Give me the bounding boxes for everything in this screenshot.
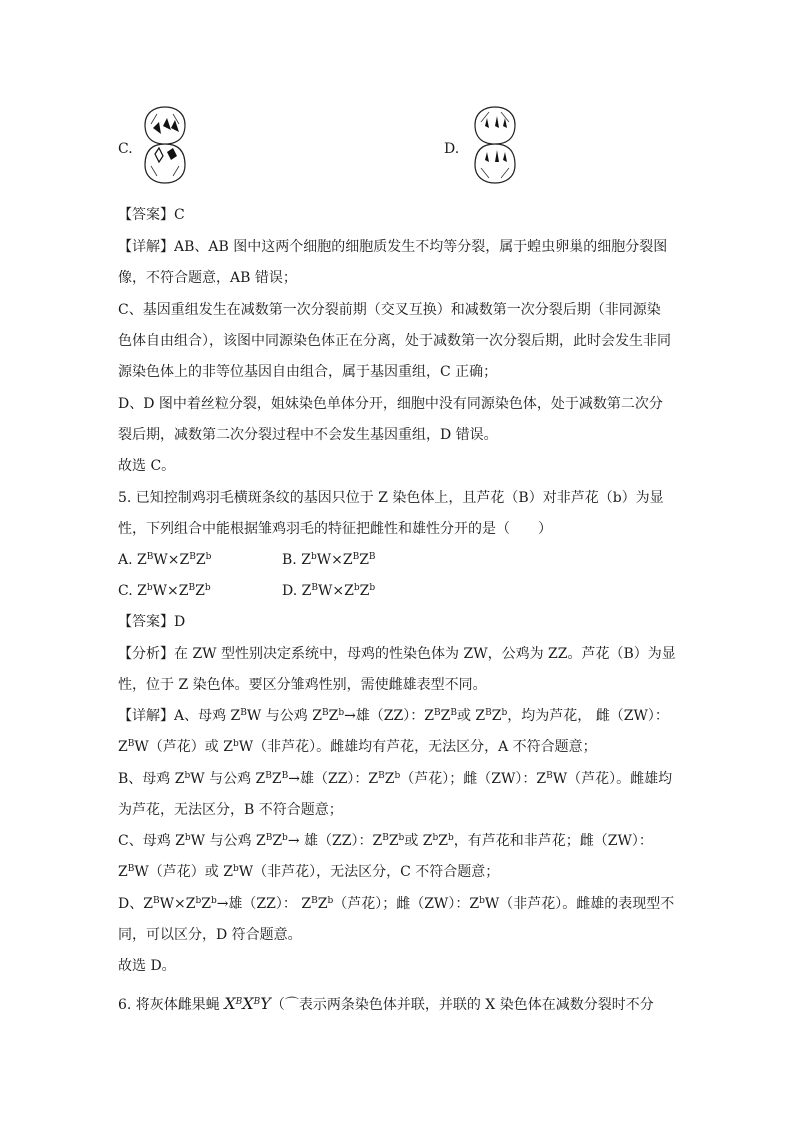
analysis-line2: 性，位于 Z 染色体。要区分雏鸡性别，需使雌雄表型不同。 <box>118 677 487 693</box>
detail-ab-line1: 【详解】AB、AB 图中这两个细胞的细胞质发生不均等分裂，属于蝗虫卵巢的细胞分裂图 <box>118 239 668 255</box>
option-a: A. $Z^BW\times Z^BZ^b$ <box>118 552 212 568</box>
detail-d-line2: 裂后期，减数第二次分裂过程中不会发生基因重组，D 错误。 <box>118 427 498 443</box>
detail-c-line2: 色体自由组合），该图中同源染色体正在分离，处于减数第一次分裂后期，此时会发生非同 <box>118 333 671 349</box>
detail-ab-line2: 像，不符合题意，AB 错误； <box>118 270 297 286</box>
figure-c-cell-diagram <box>141 104 189 186</box>
detail-a-line2: $Z^BW$（芦花）或 $Z^bW$（非芦花）。雌雄均有芦花，无法区分，A 不符合题意； <box>118 739 597 755</box>
answer-c: 【答案】C <box>118 207 185 223</box>
figure-d-cell-diagram <box>471 104 519 186</box>
figure-d-label: D. <box>444 141 460 157</box>
option-d: D. $Z^BW\times Z^bZ^b$ <box>282 583 376 599</box>
conclusion-c: 故选 C。 <box>118 458 176 474</box>
conclusion-d: 故选 D。 <box>118 958 176 974</box>
question-5-line1: 5. 已知控制鸡羽毛横斑条纹的基因只位于 Z 染色体上，且芦花（B）对非芦花（b）为显 <box>118 490 664 506</box>
detail-a-line1: 【详解】A、母鸡 $Z^BW$ 与公鸡 $Z^BZ^b\to$雄（ZZ）：$Z^BZ^B$或 $Z^BZ^b$，均为芦花， 雌（ZW）： <box>118 708 669 724</box>
detail-c-line1: C、基因重组发生在减数第一次分裂前期（交叉互换）和减数第一次分裂后期（非同源染 <box>118 302 661 318</box>
detail-d-line1: D、D 图中着丝粒分裂，姐妹染色单体分开，细胞中没有同源染色体，处于减数第二次分 <box>118 396 663 412</box>
question-5-line2: 性，下列组合中能根据雏鸡羽毛的特征把雌性和雄性分开的是（ ） <box>118 521 552 537</box>
detail-c-line3: 源染色体上的非等位基因自由组合，属于基因重组，C 正确； <box>118 364 498 380</box>
figure-c-label: C. <box>118 141 133 157</box>
detail-c2-line2: $Z^BW$（芦花）或 $Z^bW$（非芦花），无法区分，C 不符合题意； <box>118 864 500 880</box>
answer-d: 【答案】D <box>118 614 186 630</box>
detail-d2-line2: 同，可以区分，D 符合题意。 <box>118 927 302 943</box>
detail-b-line2: 为芦花，无法区分，B 不符合题意； <box>118 802 343 818</box>
detail-c2-line1: C、母鸡 $Z^bW$ 与公鸡 $Z^BZ^b\to$ 雄（ZZ）：$Z^BZ^b$或 $Z^bZ^b$，有芦花和非芦花；雌（ZW）： <box>118 833 653 849</box>
option-b: B. $Z^bW\times Z^BZ^B$ <box>282 552 376 568</box>
option-c: C. $Z^bW\times Z^BZ^b$ <box>118 583 211 599</box>
detail-d2-line1: D、$Z^BW\times Z^bZ^b\to$雄（ZZ）： $Z^BZ^b$（芦花）；雌（ZW）：$Z^bW$（非芦花）。雌雄的表现型不 <box>118 896 675 912</box>
analysis-line1: 【分析】在 ZW 型性别决定系统中，母鸡的性染色体为 ZW，公鸡为 ZZ。芦花（B）为显 <box>118 646 676 662</box>
detail-b-line1: B、母鸡 $Z^bW$ 与公鸡 $Z^BZ^B\to$雄（ZZ）：$Z^BZ^b$（芦花）；雌（ZW）：$Z^BW$（芦花）。雌雄均 <box>118 771 673 787</box>
question-6-line1: 6. 将灰体雌果蝇 $X^BX^BY(⌒$表示两条染色体并联，并联的 X 染色体在减数分裂时不分 <box>118 994 654 1013</box>
